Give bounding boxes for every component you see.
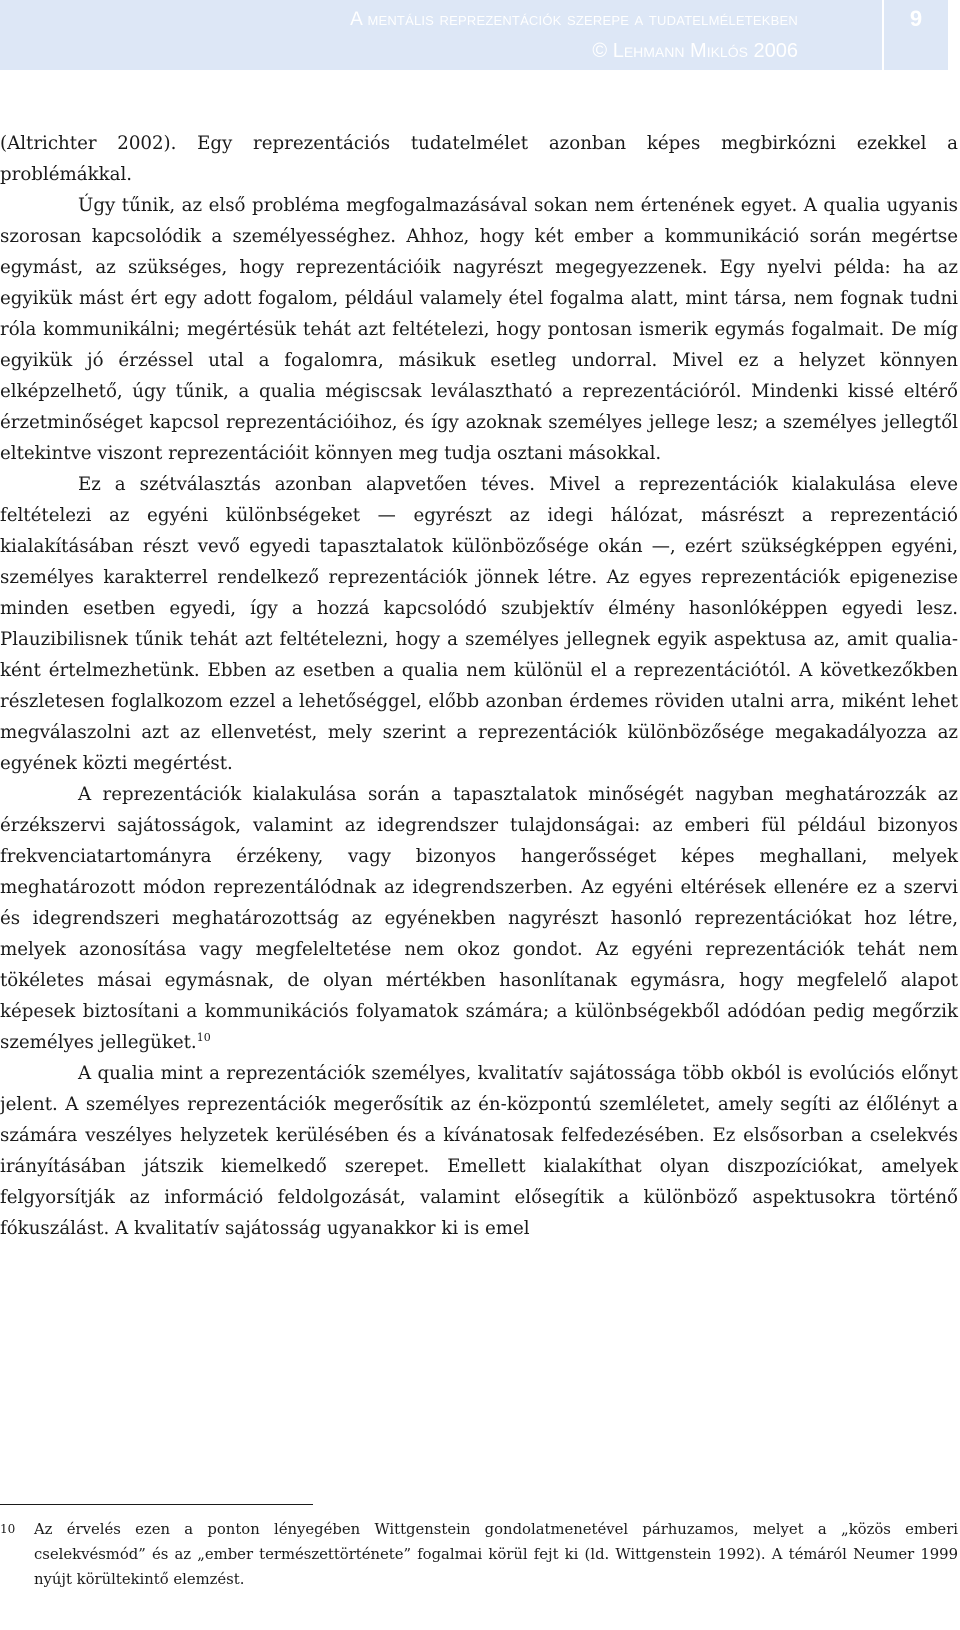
paragraph-with-footnote [0,779,958,1058]
page-number-box [884,0,948,70]
footnote-text: Az érvelés ezen a ponton lényegében Wittgenstein gondolatmenetével párhuzamos, melyet a „közös emberi cselekvésmód” és az „ember természettörténete” fogalmai körül fejt ki (ld. Wittgenstein 1992). A témáról Neumer 1999 nyújt körültekintő elemzést. [34,1521,958,1588]
body-text [0,128,958,1244]
paragraph: A qualia mint a reprezentációk személyes, kvalitatív sajátossága több okból is evolúciós előnyt jelent. A személyes reprezentációk megerősítik az én-központú szemléletet, amely segíti az élőlényt a számára veszélyes helyzetek kerülésében és a kívánatosak felfedezésében. Ez elsősorban a cselekvés irányításában játszik kiemelkedő szerepet. Emellett kialakíthat olyan diszpozíciókat, amelyek felgyorsítják az információ feldolgozását, valamint elősegítik a különböző aspektusokra történő fókuszálást. A kvalitatív sajátosság ugyanakkor ki is emel [0,1063,958,1239]
footnote [0,1517,958,1592]
footnote-separator [0,1504,313,1505]
header-author: © Lehmann Miklós 2006 [592,40,798,62]
header-title: A mentális reprezentációk szerepe a tudatelméletekben [350,9,798,30]
header-text-block [0,0,798,70]
paragraph: Ez a szétválasztás azonban alapvetően téves. Mivel a reprezentációk kialakulása eleve feltételezi az egyéni különbségeket — egyrészt az idegi hálózat, másrészt a reprezentáció kialakításában részt vevő egyedi tapasztalatok különbözősége okán —, ezért szükségképpen egyéni, személyes karakterrel rendelkező reprezentációk jönnek létre. Az egyes reprezentációk epigenezise minden esetben egyedi, így a hozzá kapcsolódó szubjektív élmény hasonlóképpen egyedi lesz. Plauzibilisnek tűnik tehát azt feltételezni, hogy a személyes jellegnek egyik aspektusa az, amit qualia-ként értelmezhetünk. Ebben az esetben a qualia nem különül el a reprezentációtól. A következőkben részletesen foglalkozom ezzel a lehetőséggel, előbb azonban érdemes röviden utalni arra, miként lehet megválaszolni azt az ellenvetést, mely szerint a reprezentációk különbözősége megakadályozza az egyének közti megértést. [0,474,958,774]
paragraph: (Altrichter 2002). Egy reprezentációs tudatelmélet azonban képes megbirkózni ezekkel a problémákkal. [0,133,958,185]
paragraph-text: A reprezentációk kialakulása során a tapasztalatok minőségét nagyban meghatározzák az érzékszervi sajátosságok, valamint az idegrendszer tulajdonságai: az emberi fül például bizonyos frekvenciatartományra érzékeny, vagy bizonyos hangerősséget képes meghallani, melyek meghatározott módon reprezentálódnak az idegrendszerben. Az egyéni eltérések ellenére ez a szervi és idegrendszeri meghatározottság az egyénekben nagyrészt hasonló reprezentációkat hoz létre, melyek azonosítása vagy megfeleltetése nem okoz gondot. Az egyéni reprezentációk tehát nem tökéletes másai egymásnak, de olyan mértékben hasonlítanak egymásra, hogy megfelelő alapot képesek biztosítani a kommunikációs folyamatok számára; a különbségekből adódóan pedig megőrzik személyes jellegüket. [0,784,958,1053]
page-number: 9 [909,6,923,31]
paragraph: Úgy tűnik, az első probléma megfogalmazásával sokan nem értenének egyet. A qualia ugyanis szorosan kapcsolódik a személyességhez. Ahhoz, hogy két ember a kommunikáció során megértse egymást, az szükséges, hogy reprezentációik nagyrészt megegyezzenek. Egy nyelvi példa: ha az egyikük mást ért egy adott fogalom, például valamely étel fogalma alatt, mint társa, nem fognak tudni róla kommunikálni; megértésük tehát azt feltételezi, hogy pontosan ismerik egymás fogalmait. De míg egyikük jó érzéssel utal a fogalomra, másikuk esetleg undorral. Mivel ez a helyzet könnyen elképzelhető, úgy tűnik, a qualia mégiscsak leválasztható a reprezentációról. Mindenki kissé eltérő érzetminőséget kapcsol reprezentációihoz, és így azoknak személyes jellege lesz; a személyes jellegtől eltekintve viszont reprezentációit könnyen meg tudja osztani másokkal. [0,195,958,464]
footnote-reference[interactable]: 10 [196,1030,211,1044]
running-header [0,0,882,70]
footnote-number: 10 [0,1522,16,1536]
